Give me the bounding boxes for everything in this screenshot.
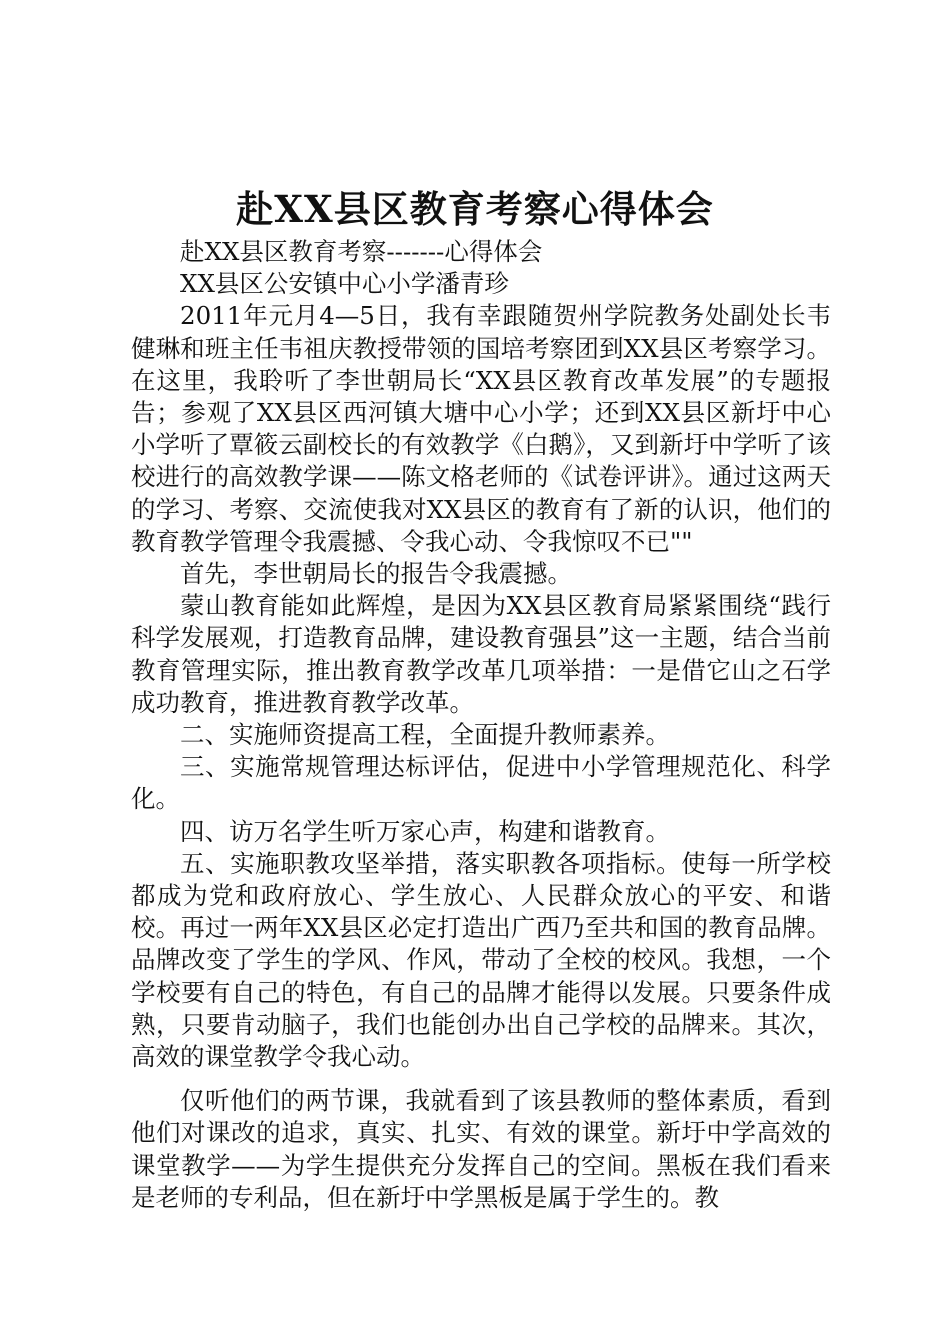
body-paragraph: 蒙山教育能如此辉煌，是因为XX县区教育局紧紧围绕“践行科学发展观，打造教育品牌，建设教育强县”这一主题，结合当前教育管理实际，推出教育教学改革几项举措：一是借它山之石学成功教育，推进教育教学改革。 xyxy=(131,591,831,717)
body-paragraph: 三、实施常规管理达标评估，促进中小学管理规范化、科学化。 xyxy=(131,752,831,814)
body-paragraph: 仅听他们的两节课，我就看到了该县教师的整体素质，看到他们对课改的追求，真实、扎实、有效的课堂。新圩中学高效的课堂教学——为学生提供充分发挥自己的空间。黑板在我们看来是老师的专利品，但在新圩中学黑板是属于学生的。教 xyxy=(131,1086,831,1212)
document-title: 赴XX县区教育考察心得体会 xyxy=(236,187,714,231)
body-paragraph: 二、实施师资提高工程，全面提升教师素养。 xyxy=(180,720,670,750)
subtitle-paragraph: 赴XX县区教育考察-------心得体会 xyxy=(180,237,543,266)
author-line: XX县区公安镇中心小学潘青珍 xyxy=(180,269,509,299)
body-paragraph: 首先，李世朝局长的报告令我震撼。 xyxy=(180,559,572,589)
document-body xyxy=(131,236,831,1214)
body-paragraph: 四、访万名学生听万家心声，构建和谐教育。 xyxy=(180,816,670,846)
body-paragraph: 2011年元月4—5日，我有幸跟随贺州学院教务处副处长韦健琳和班主任韦祖庆教授带领的国培考察团到XX县区考察学习。在这里，我聆听了李世朝局长“XX县区教育改革发展”的专题报告；参观了XX县区西河镇大塘中心小学；还到XX县区新圩中心小学听了覃筱云副校长的有效教学《白鹅》，又到新圩中学听了该校进行的高效教学课——陈文格老师的《试卷评讲》。通过这两天的学习、考察、交流使我对XX县区的教育有了新的认识，他们的教育教学管理令我震撼、令我心动、令我惊叹不已"" xyxy=(131,301,831,556)
body-paragraph: 五、实施职教攻坚举措，落实职教各项指标。使每一所学校都成为党和政府放心、学生放心、人民群众放心的平安、和谐校。再过一两年XX县区必定打造出广西乃至共和国的教育品牌。品牌改变了学生的学风、作风，带动了全校的校风。我想，一个学校要有自己的特色，有自己的品牌才能得以发展。只要条件成熟，只要肯动脑子，我们也能创办出自己学校的品牌来。其次，高效的课堂教学令我心动。 xyxy=(131,848,831,1072)
